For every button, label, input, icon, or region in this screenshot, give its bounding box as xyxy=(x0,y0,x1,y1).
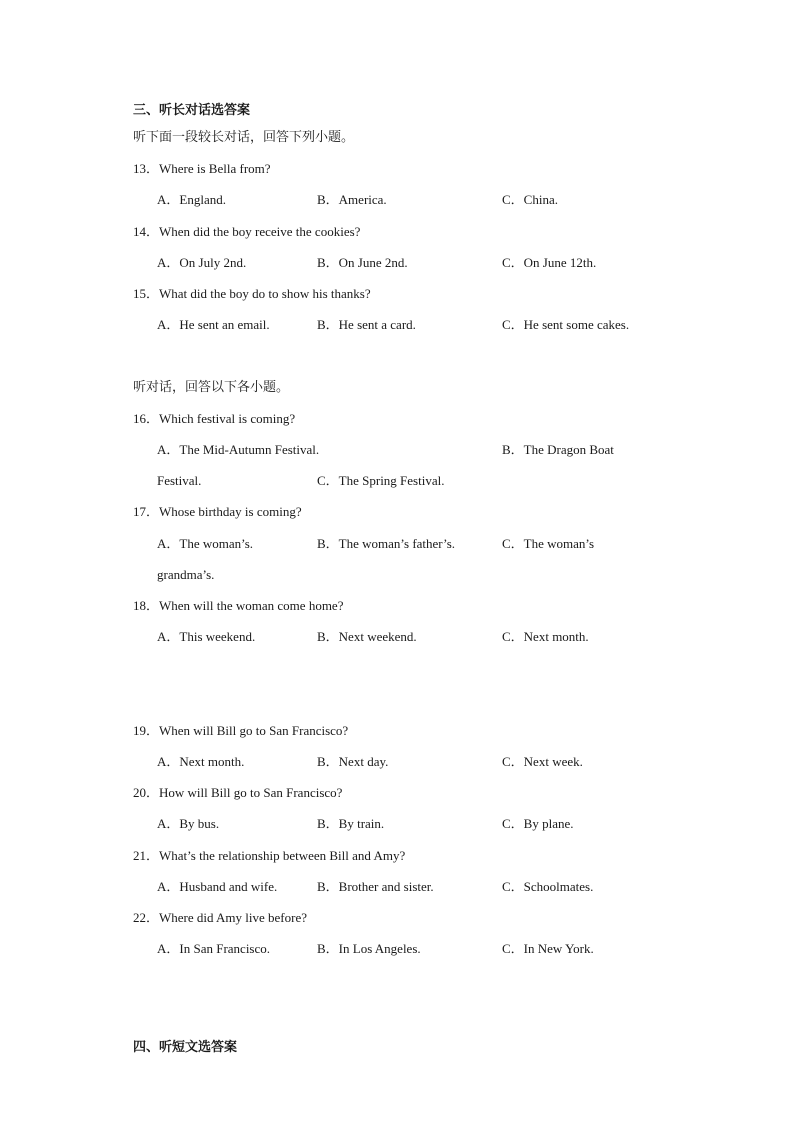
question-17-option-c[interactable]: C．The woman’s xyxy=(502,536,595,551)
question-14-option-a[interactable]: A．On July 2nd. xyxy=(157,255,247,270)
question-16-option-a[interactable]: A．The Mid-Autumn Festival. xyxy=(157,442,320,457)
section-4-heading: 四、听短文选答案 xyxy=(133,1040,238,1055)
question-14-stem: 14．When did the boy receive the cookies? xyxy=(133,224,361,239)
question-19-option-b[interactable]: B．Next day. xyxy=(317,754,389,769)
question-17-option-c-wrap[interactable]: grandma’s. xyxy=(157,567,215,582)
question-20-option-a[interactable]: A．By bus. xyxy=(157,816,220,831)
question-21-option-c[interactable]: C．Schoolmates. xyxy=(502,879,594,894)
question-22-stem: 22．Where did Amy live before? xyxy=(133,910,307,925)
question-17-stem: 17．Whose birthday is coming? xyxy=(133,504,302,519)
question-20-option-b[interactable]: B．By train. xyxy=(317,816,385,831)
question-21-option-b[interactable]: B．Brother and sister. xyxy=(317,879,434,894)
question-16-stem: 16．Which festival is coming? xyxy=(133,411,296,426)
question-17-option-a[interactable]: A．The woman’s. xyxy=(157,536,254,551)
part-1-instruction: 听下面一段较长对话，回答下列小题。 xyxy=(133,130,355,145)
question-19-option-a[interactable]: A．Next month. xyxy=(157,754,245,769)
section-3-heading: 三、听长对话选答案 xyxy=(133,103,251,118)
question-13-option-c[interactable]: C．China. xyxy=(502,192,558,207)
question-18-option-a[interactable]: A．This weekend. xyxy=(157,629,256,644)
question-13-stem: 13．Where is Bella from? xyxy=(133,161,271,176)
question-22-option-a[interactable]: A．In San Francisco. xyxy=(157,941,271,956)
question-16-option-b-wrap[interactable]: Festival. xyxy=(157,473,202,488)
question-18-option-c[interactable]: C．Next month. xyxy=(502,629,589,644)
question-15-option-c[interactable]: C．He sent some cakes. xyxy=(502,317,630,332)
question-21-option-a[interactable]: A．Husband and wife. xyxy=(157,879,278,894)
part-2-instruction: 听对话，回答以下各小题。 xyxy=(133,380,290,395)
question-20-option-c[interactable]: C．By plane. xyxy=(502,816,574,831)
question-15-stem: 15．What did the boy do to show his thanks? xyxy=(133,286,371,301)
question-15-option-b[interactable]: B．He sent a card. xyxy=(317,317,416,332)
question-14-option-c[interactable]: C．On June 12th. xyxy=(502,255,597,270)
question-13-option-a[interactable]: A．England. xyxy=(157,192,226,207)
question-16-option-c[interactable]: C．The Spring Festival. xyxy=(317,473,445,488)
question-16-option-b[interactable]: B．The Dragon Boat xyxy=(502,442,614,457)
question-18-stem: 18．When will the woman come home? xyxy=(133,598,344,613)
question-21-stem: 21．What’s the relationship between Bill and Amy? xyxy=(133,848,406,863)
question-20-stem: 20．How will Bill go to San Francisco? xyxy=(133,785,343,800)
question-17-option-b[interactable]: B．The woman’s father’s. xyxy=(317,536,456,551)
question-18-option-b[interactable]: B．Next weekend. xyxy=(317,629,417,644)
question-13-option-b[interactable]: B．America. xyxy=(317,192,387,207)
question-19-option-c[interactable]: C．Next week. xyxy=(502,754,583,769)
question-14-option-b[interactable]: B．On June 2nd. xyxy=(317,255,408,270)
question-22-option-b[interactable]: B．In Los Angeles. xyxy=(317,941,421,956)
question-15-option-a[interactable]: A．He sent an email. xyxy=(157,317,270,332)
question-22-option-c[interactable]: C．In New York. xyxy=(502,941,594,956)
question-19-stem: 19．When will Bill go to San Francisco? xyxy=(133,723,349,738)
